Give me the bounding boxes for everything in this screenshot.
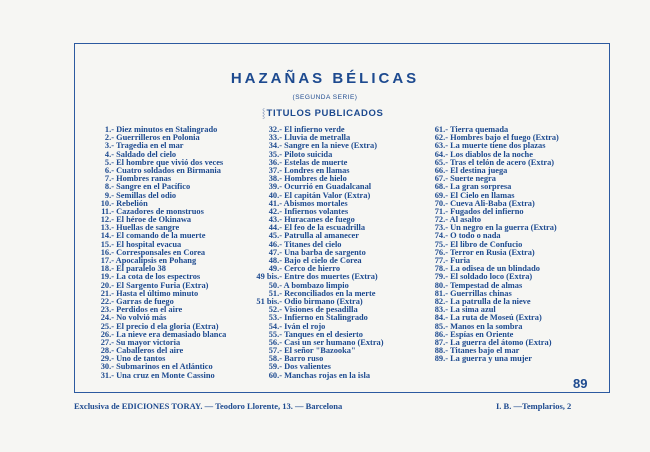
issue-number: 67.- xyxy=(434,175,448,184)
issue-title: La sima azul xyxy=(450,306,496,315)
list-item xyxy=(248,167,384,175)
issue-number: 65.- xyxy=(434,158,448,167)
list-item xyxy=(88,183,226,191)
list-item xyxy=(248,142,384,150)
issue-number: 14.- xyxy=(100,232,114,241)
issue-number: 25.- xyxy=(100,322,114,331)
issue-title: Cerco de hierro xyxy=(284,265,341,274)
list-item xyxy=(88,241,226,249)
issue-title: Tras el telón de acero (Extra) xyxy=(449,158,555,167)
issue-title: Odio birmano (Extra) xyxy=(284,297,363,306)
list-item xyxy=(88,355,226,363)
issue-number: 78.- xyxy=(434,265,448,274)
list-item xyxy=(420,257,559,265)
issue-number: 12.- xyxy=(100,216,114,225)
list-item xyxy=(420,355,559,363)
issue-title: El destina juega xyxy=(450,166,508,175)
list-item xyxy=(420,142,559,150)
issue-number: 1.- xyxy=(104,126,114,134)
page-title: HAZAÑAS BÉLICAS xyxy=(230,70,420,87)
issue-number: 10.- xyxy=(100,199,114,208)
issue-title: Titanes bajo el mar xyxy=(449,347,520,356)
list-item xyxy=(248,159,384,167)
issue-title: Caballeros del aire xyxy=(116,347,184,356)
issue-number: 70.- xyxy=(434,199,448,208)
list-item xyxy=(88,331,226,339)
issue-title: Londres en llamas xyxy=(284,166,350,175)
issue-number: 61.- xyxy=(434,126,448,134)
issue-number: 5.- xyxy=(104,158,114,167)
issue-title: Infiernos volantes xyxy=(284,207,349,216)
list-item xyxy=(248,347,384,355)
list-item xyxy=(248,175,384,183)
issue-title: Huellas de sangre xyxy=(116,224,180,233)
issue-number: 68.- xyxy=(434,183,448,192)
list-item xyxy=(88,134,226,142)
list-item xyxy=(88,216,226,224)
issue-title: El soldado loco (Extra) xyxy=(450,273,533,282)
issue-number: 15.- xyxy=(100,240,114,249)
issue-title: Reconciliados en la merte xyxy=(284,289,376,298)
issue-title: Fugados del infierno xyxy=(450,207,524,216)
issue-title: Furia xyxy=(450,257,471,265)
issue-number: 59.- xyxy=(268,363,282,372)
issue-number: 79.- xyxy=(434,273,448,282)
issue-title: Tempestad de almas xyxy=(449,281,523,290)
list-item xyxy=(88,273,226,281)
issue-title: Bajo el cielo de Corea xyxy=(284,257,362,265)
issue-title: Sangre en el Pacífico xyxy=(116,183,191,192)
list-item xyxy=(88,257,226,265)
section-heading: TITULOS PUBLICADOS xyxy=(266,108,384,119)
publisher-footer: Exclusiva de EDICIONES TORAY. — Teodoro Llorente, 13. — Barcelona xyxy=(74,401,343,411)
list-item xyxy=(88,159,226,167)
list-item xyxy=(420,183,559,191)
issue-title: El señor "Bazooka" xyxy=(284,347,356,356)
issue-title: Hombres ranas xyxy=(116,175,172,184)
issue-title: Saldado del cielo xyxy=(116,150,177,159)
issue-number: 66.- xyxy=(434,166,448,175)
issue-number: 45.- xyxy=(268,232,282,241)
issue-number: 9.- xyxy=(104,191,114,200)
issue-title: Corresponsales en Corea xyxy=(116,248,206,257)
list-item xyxy=(248,151,384,159)
list-item xyxy=(88,298,226,306)
issue-number: 20.- xyxy=(100,281,114,290)
issue-number: 46.- xyxy=(268,240,282,249)
list-item xyxy=(420,265,559,273)
issue-title: Un negro en la guerra (Extra) xyxy=(450,224,557,233)
list-item xyxy=(88,314,226,322)
list-item xyxy=(248,372,384,380)
issue-number: 6.- xyxy=(104,166,114,175)
issue-title: Apocalipsis en Pohang xyxy=(115,257,197,265)
list-item xyxy=(248,282,384,290)
list-item xyxy=(88,167,226,175)
list-item xyxy=(248,273,384,281)
list-item xyxy=(248,363,384,371)
issue-title: Terror en Rusia (Extra) xyxy=(449,248,535,257)
list-item xyxy=(248,298,384,306)
issue-number: 38.- xyxy=(268,175,282,184)
issue-title: Tierra quemada xyxy=(449,126,509,134)
issue-number: 17.- xyxy=(100,257,114,265)
issue-title: Una cruz en Monte Cassino xyxy=(116,371,215,380)
list-item xyxy=(88,339,226,347)
list-item xyxy=(248,200,384,208)
issue-number: 51 bis.- xyxy=(256,297,282,306)
list-item xyxy=(248,192,384,200)
series-subtitle: (SEGUNDA SERIE) xyxy=(292,94,358,101)
issue-number: 60.- xyxy=(268,371,282,380)
issue-title: Hasta el último minuto xyxy=(116,289,199,298)
list-item xyxy=(88,323,226,331)
list-item xyxy=(420,126,559,134)
issue-number: 82.- xyxy=(434,297,448,306)
titles-column-2 xyxy=(248,126,384,380)
list-item xyxy=(88,265,226,273)
issue-title: El Sargento Furia (Extra) xyxy=(116,281,209,290)
list-item xyxy=(88,232,226,240)
list-item xyxy=(88,347,226,355)
list-item xyxy=(420,306,559,314)
issue-title: El hospital evacua xyxy=(116,240,182,249)
issue-number: 47.- xyxy=(268,248,282,257)
issue-title: El feo de la escuadrilla xyxy=(284,224,366,233)
list-item xyxy=(420,323,559,331)
issue-title: Submarinos en el Atlántico xyxy=(116,363,213,372)
issue-title: El hombre que vivió dos veces xyxy=(116,158,224,167)
issue-number: 11.- xyxy=(101,207,114,216)
list-item xyxy=(88,224,226,232)
list-item xyxy=(420,151,559,159)
issue-number: 54.- xyxy=(268,322,282,331)
issue-number: 89.- xyxy=(434,355,448,364)
issue-title: Tanques en el desierto xyxy=(283,330,363,339)
issue-title: La odisea de un blindado xyxy=(450,265,540,274)
issue-title: La patrulla de la nieve xyxy=(450,297,531,306)
list-item xyxy=(420,159,559,167)
list-item xyxy=(88,372,226,380)
list-item xyxy=(248,323,384,331)
issue-title: Huracanes de fuego xyxy=(284,216,355,225)
issue-title: Guerrillas chinas xyxy=(450,289,512,298)
issue-number: 18.- xyxy=(100,265,114,274)
issue-title: El capitán Valor (Extra) xyxy=(284,191,371,200)
list-item xyxy=(420,208,559,216)
issue-number: 86.- xyxy=(434,330,448,339)
issue-number: 7.- xyxy=(104,175,114,184)
issue-title: No volvió más xyxy=(116,314,167,323)
list-item xyxy=(88,175,226,183)
issue-title: Una barba de sargento xyxy=(284,248,366,257)
list-item xyxy=(420,282,559,290)
issue-title: Tragedia en el mar xyxy=(115,142,184,151)
issue-number: 42.- xyxy=(268,207,282,216)
issue-number: 84.- xyxy=(434,314,448,323)
issue-number: 36.- xyxy=(268,158,282,167)
issue-number: 64.- xyxy=(434,150,448,159)
list-item xyxy=(88,208,226,216)
list-item xyxy=(88,192,226,200)
issue-number: 40.- xyxy=(268,191,282,200)
issue-title: Semillas del odio xyxy=(116,191,177,200)
list-item xyxy=(88,249,226,257)
issue-title: La cota de los espectros xyxy=(116,273,201,282)
issue-number: 31.- xyxy=(100,371,114,380)
list-item xyxy=(420,167,559,175)
issue-title: Rebelión xyxy=(116,199,148,208)
issue-title: Garras de fuego xyxy=(116,297,174,306)
issue-number: 32.- xyxy=(268,126,282,134)
issue-number: 44.- xyxy=(268,224,282,233)
issue-title: Abismos mortales xyxy=(283,199,348,208)
issue-number: 73.- xyxy=(434,224,448,233)
issue-title: Uno de tantos xyxy=(116,355,166,364)
issue-title: Manos en la sombra xyxy=(450,322,523,331)
list-item xyxy=(88,126,226,134)
issue-number: 72.- xyxy=(434,216,448,225)
list-item xyxy=(248,241,384,249)
issue-number: 35.- xyxy=(268,150,282,159)
list-item xyxy=(248,355,384,363)
list-item xyxy=(248,265,384,273)
issue-title: Estelas de muerte xyxy=(284,158,348,167)
list-item xyxy=(420,273,559,281)
issue-title: La gran sorpresa xyxy=(450,183,512,192)
issue-number: 63.- xyxy=(434,142,448,151)
issue-title: Barro ruso xyxy=(284,355,324,364)
issue-title: Al asalto xyxy=(449,216,482,225)
issue-number: 24.- xyxy=(100,314,114,323)
list-item xyxy=(420,298,559,306)
issue-title: Sangre en la nieve (Extra) xyxy=(284,142,377,151)
list-item xyxy=(420,290,559,298)
issue-number: 29.- xyxy=(100,355,114,364)
list-item xyxy=(88,306,226,314)
list-item xyxy=(248,290,384,298)
issue-number: 33.- xyxy=(268,134,282,143)
issue-number: 53.- xyxy=(268,314,282,323)
issue-number: 85.- xyxy=(434,322,448,331)
issue-number: 37.- xyxy=(268,166,282,175)
issue-title: La guerra del átomo (Extra) xyxy=(450,338,552,347)
list-item xyxy=(248,126,384,134)
issue-title: Casi un ser humano (Extra) xyxy=(284,338,384,347)
issue-number: 27.- xyxy=(100,338,114,347)
issue-number: 87.- xyxy=(434,338,448,347)
issue-number: 22.- xyxy=(100,297,114,306)
issue-number: 50.- xyxy=(268,281,282,290)
list-item xyxy=(420,347,559,355)
list-item xyxy=(248,224,384,232)
issue-number: 77.- xyxy=(434,257,448,265)
issue-title: Manchas rojas en la isla xyxy=(284,371,371,380)
list-item xyxy=(420,331,559,339)
titles-column-1 xyxy=(88,126,226,380)
issue-number: 23.- xyxy=(100,306,114,315)
list-item xyxy=(420,134,559,142)
issue-title: Titanes del cielo xyxy=(283,240,342,249)
issue-title: El Cielo en llamas xyxy=(450,191,515,200)
list-item xyxy=(248,339,384,347)
issue-title: La nieve era demasiado blanca xyxy=(116,330,227,339)
list-item xyxy=(248,314,384,322)
issue-number: 34.- xyxy=(268,142,282,151)
list-item xyxy=(420,232,559,240)
issue-title: Infierno en Stalingrado xyxy=(284,314,368,323)
issue-title: Suerte negra xyxy=(450,175,496,184)
list-item xyxy=(88,282,226,290)
issue-number: 55.- xyxy=(268,330,282,339)
issue-title: Cuatro soldados en Birmania xyxy=(116,166,221,175)
issue-number: 43.- xyxy=(268,216,282,225)
issue-number: 69.- xyxy=(434,191,448,200)
issue-number: 81.- xyxy=(434,289,448,298)
ink-mark-icon: ⸾ xyxy=(262,108,266,118)
issue-number: 48.- xyxy=(268,257,282,265)
issue-title: La guerra y una mujer xyxy=(450,355,532,364)
issue-title: La muerte tiene dos plazas xyxy=(450,142,546,151)
printer-footer: I. B. —Templarios, 2 xyxy=(496,401,572,411)
issue-title: Diez minutos en Stalingrado xyxy=(116,126,218,134)
issue-title: Perdidos en el aire xyxy=(116,306,183,315)
issue-title: Guerrilleros en Polonia xyxy=(116,134,200,143)
list-item xyxy=(248,216,384,224)
issue-number: 30.- xyxy=(100,363,114,372)
issue-title: La ruta de Moseú (Extra) xyxy=(450,314,542,323)
list-item xyxy=(248,134,384,142)
issue-title: Espías en Oriente xyxy=(450,330,514,339)
titles-column-3 xyxy=(420,126,559,363)
list-item xyxy=(420,241,559,249)
list-item xyxy=(420,216,559,224)
list-item xyxy=(88,151,226,159)
issue-number: 62.- xyxy=(434,134,448,143)
issue-title: El libro de Confucio xyxy=(450,240,523,249)
issue-title: Lluvia de metralla xyxy=(284,134,351,143)
list-item xyxy=(248,257,384,265)
issue-number: 41.- xyxy=(268,199,282,208)
list-item xyxy=(248,232,384,240)
issue-title: Visiones de pesadilla xyxy=(283,306,358,315)
issue-title: Hombres bajo el fuego (Extra) xyxy=(450,134,559,143)
list-item xyxy=(420,192,559,200)
list-item xyxy=(88,290,226,298)
issue-number: 75.- xyxy=(434,240,448,249)
list-item xyxy=(420,224,559,232)
issue-title: Patrulla al amanecer xyxy=(284,232,359,241)
issue-number: 56.- xyxy=(268,338,282,347)
issue-title: El comando de la muerte xyxy=(116,232,206,241)
issue-number: 8.- xyxy=(104,183,114,192)
issue-number: 52.- xyxy=(268,306,282,315)
page-number: 89 xyxy=(573,376,588,391)
issue-number: 83.- xyxy=(434,306,448,315)
issue-number: 3.- xyxy=(104,142,114,151)
issue-number: 26.- xyxy=(100,330,114,339)
issue-title: Cazadores de monstruos xyxy=(116,207,204,216)
issue-number: 4.- xyxy=(104,150,114,159)
list-item xyxy=(248,208,384,216)
issue-number: 13.- xyxy=(100,224,114,233)
issue-title: Cueva Ali-Baba (Extra) xyxy=(450,199,535,208)
list-item xyxy=(248,331,384,339)
issue-number: 21.- xyxy=(100,289,114,298)
list-item xyxy=(248,183,384,191)
issue-title: Su mayor victoria xyxy=(116,338,181,347)
issue-title: Los diablos de la noche xyxy=(450,150,533,159)
issue-number: 58.- xyxy=(268,355,282,364)
issue-number: 80.- xyxy=(434,281,448,290)
list-item xyxy=(248,306,384,314)
issue-title: Entre dos muertes (Extra) xyxy=(284,273,378,282)
issue-number: 16.- xyxy=(100,248,114,257)
issue-title: Dos valientes xyxy=(284,363,331,372)
issue-number: 71.- xyxy=(434,207,448,216)
list-item xyxy=(88,142,226,150)
issue-title: El paralelo 38 xyxy=(116,265,166,274)
issue-title: O todo o nada xyxy=(450,232,501,241)
issue-title: A bombazo limpio xyxy=(283,281,349,290)
issue-number: 28.- xyxy=(100,347,114,356)
issue-number: 49.- xyxy=(268,265,282,274)
issue-number: 76.- xyxy=(434,248,448,257)
issue-number: 51.- xyxy=(268,289,282,298)
list-item xyxy=(420,175,559,183)
list-item xyxy=(248,249,384,257)
issue-title: Ocurrió en Guadalcanal xyxy=(284,183,372,192)
list-item xyxy=(88,363,226,371)
issue-number: 2.- xyxy=(104,134,114,143)
issue-title: Piloto suicida xyxy=(284,150,333,159)
issue-title: El infierno verde xyxy=(284,126,345,134)
list-item xyxy=(420,314,559,322)
list-item xyxy=(420,249,559,257)
list-item xyxy=(420,200,559,208)
issue-number: 57.- xyxy=(268,347,282,356)
issue-number: 88.- xyxy=(434,347,448,356)
issue-number: 49 bis.- xyxy=(256,273,282,282)
issue-number: 39.- xyxy=(268,183,282,192)
issue-title: El héroe de Okinawa xyxy=(116,216,192,225)
issue-title: Iván el rojo xyxy=(284,322,326,331)
list-item xyxy=(420,339,559,347)
issue-title: El precio d ela gloria (Extra) xyxy=(116,322,219,331)
issue-number: 19.- xyxy=(100,273,114,282)
issue-number: 74.- xyxy=(434,232,448,241)
list-item xyxy=(88,200,226,208)
issue-title: Hombres de hielo xyxy=(284,175,347,184)
